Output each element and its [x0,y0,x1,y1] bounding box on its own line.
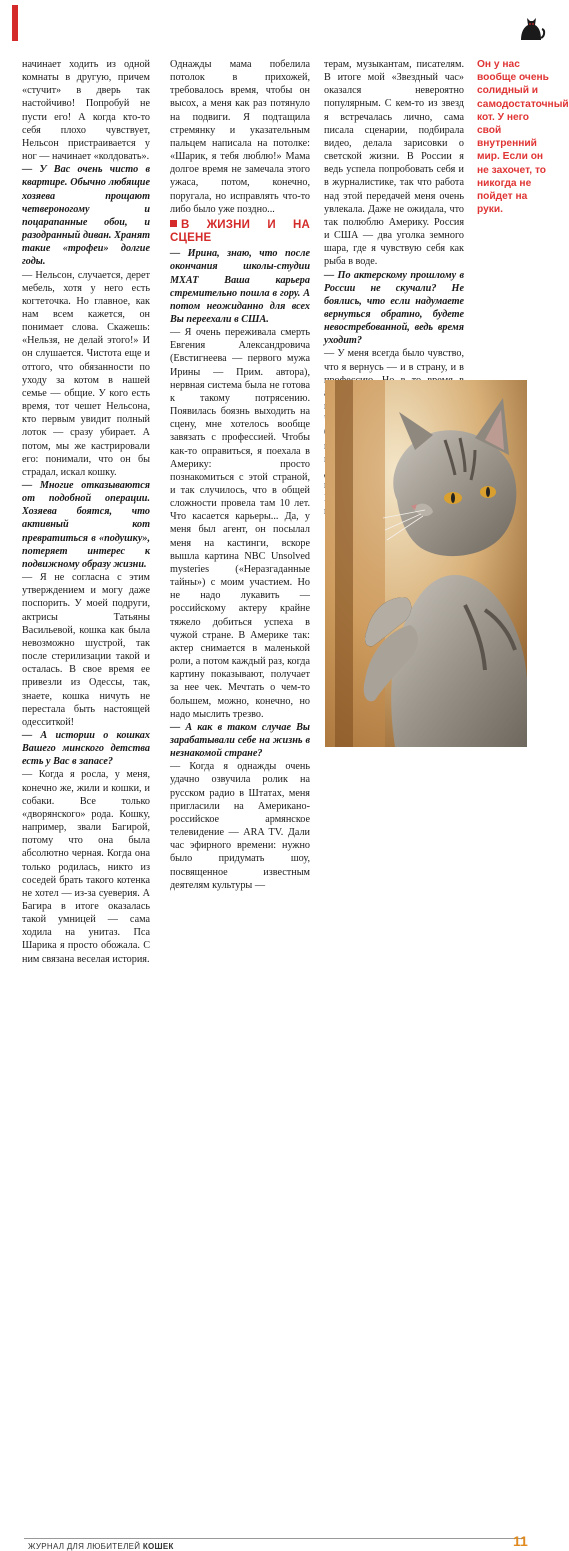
paragraph: терам, музыкантам, писателям. В итоге мой «Звездный час» оказался невероятно популярным. С кем-то из звезд я встречалась лично, сама писала сценарии, подбирала видео, делала зарисовки о светской жизни. В России я ведь успела попробовать себя и в журналистике, так что работа над этой передачей меня очень увлекала. Даже не ожидала, что так полюблю Америку. Россия и США — два уголка земного шара, где я чувствую себя как рыба в воде. [324,59,464,268]
magazine-name-bold: КОШЕК [142,1542,174,1551]
interview-question: — А истории о кошках Вашего минского детства есть у Вас в запасе? [22,729,150,768]
top-strip [0,0,556,40]
section-heading [170,219,310,245]
paragraph: — Когда я однажды очень удачно озвучила ролик на русском радио в Штатах, меня пригласили на Американо-российское армянское телевидение — ARA TV. Дали час эфирного времени: нужно было придумать шоу, посвященное известным деятелям культуры — [170,761,310,891]
paragraph: — У меня всегда было чувство, что я вернусь — и в страну, и в [324,348,464,373]
heading-square-icon [170,220,177,227]
footer-divider [24,1538,524,1539]
paragraph: — Нельсон, случается, дерет мебель, хотя у него есть когтеточка. Но главное, как нам всем кажется, он понимает слова. Скажешь: «Нельзя, не делай этого!» И он слушается. Чистота еще и оттого, что обязанности по уходу за котом в нашей семье — общие. У кого есть время, тот чешет Нельсона, кто первым увидит полный лоток — сразу убирает. А потом, мы же кастрировали его: понимали, что он бы страдал, искал кошку. [22,269,150,478]
interview-question: — А как в таком случае Вы зарабатывали себе на жизнь в незнакомой стране? [170,721,310,760]
paragraph: — Когда я росла, у меня, конечно же, жили и кошки, и собаки. Все только «дворянского» рода. Кошку, например, звали Багирой, потому что она была абсолютно черная. Когда она только родилась, никто из соседей брать такого котенка не хотел — из-за суеверия. А Багира в итоге оказалась такой умницей — сама ходила на унитаз. Пса Шарика я просто обожала. С ним связана веселая история. [22,769,150,965]
interview-question: — Ирина, знаю, что после окончания школы-студии МХАТ Ваша карьера стремительно пошла в гору. А потом неожиданно для всех Вы переехали в США. [170,248,310,325]
interview-question: — По актерскому прошлому в России не скучали? Не боялись, что если надумаете вернуться обратно, будете невостребованной, ведь время уходит? [324,269,464,347]
section-heading-text: В ЖИЗНИ И НА СЦЕНЕ [170,218,310,245]
magazine-name-prefix: ЖУРНАЛ ДЛЯ ЛЮБИТЕЛЕЙ [28,1542,143,1551]
cat-photo [325,380,527,747]
paragraph: — Я очень переживала смерть Евгения Александровича (Евстигнеева — первого мужа Ирины — Прим. автора), нервная система была не готова к такому потрясению. Появилась боязнь выходить на сцену, мне хотелось вообще завязать с профессией. Чтобы как-то оправиться, я поехала в Америку: просто познакомиться с этой страной, и так случилось, что в общей сложности провела там 10 лет. Что касается карьеры... Да, у меня был агент, он посылал меня на кастинги, вскоре вышла картина NBC Unsolved mysteries («Неразгаданные тайны») с моим участием. Но не надо лукавить — российскому актеру крайне тяжело добиться успеха в чужой стране. В Америке так: актер снимается в маленькой роли, а потом каждый раз, когда картину показывают, получает за нее чек. Мечтать о чем-то большем, можно, конечно, но надо мыслить трезво. [170,327,310,720]
text-column-1 [22,58,150,966]
sidebar-pull-quote: Он у нас вообще очень солидный и самодостаточный кот. У него свой внутренний мир. Если он не захочет, то никогда не пойдет на руки. [477,59,569,216]
magazine-name [28,1542,174,1551]
brand-mark [12,5,18,41]
paragraph: Однажды мама побелила потолок в прихожей, требовалось время, чтобы он высох, а меня как раз потянуло на подвиги. Я подтащила стремянку и указательным пальцем написала на потолке: «Шарик, я тебя люблю!» Мама долгое время не замечала этого ужаса, потом, конечно, поругала, но исправлять что-то либо было уже поздно... [170,59,310,215]
interview-question: — У Вас очень чисто в квартире. Обычно любящие хозяева прощают четвероногому и поцарапанные обои, и разодранный диван. Хранят такие «трофеи» долгие годы. [22,164,150,268]
paragraph: — Я не согласна с этим утверждением и могу даже поспорить. У моей подруги, актрисы Татьяны Васильевой, кошка как была невозможно шустрой, так после стерилизации такой и осталась. В свое время ее привезли из Одессы, так, знаете, кошка ничуть не перестала быть настоящей одесситкой! [22,572,150,728]
paragraph: начинает ходить из одной комнаты в другую, причем «стучит» в дверь так настойчиво! Попробуй не пусти его! А когда кто-то себя плохо чувствует, Нельсон пристраивается у ног — начинает «колдовать». [22,59,150,163]
cat-silhouette-icon [515,10,547,42]
page-number: 11 [513,1533,528,1549]
interview-question: — Многие отказываются от подобной операции. Хозяева боятся, что активный кот превратиться в «подушку», потеряет интерес к подвижному образу жизни. [22,480,150,570]
